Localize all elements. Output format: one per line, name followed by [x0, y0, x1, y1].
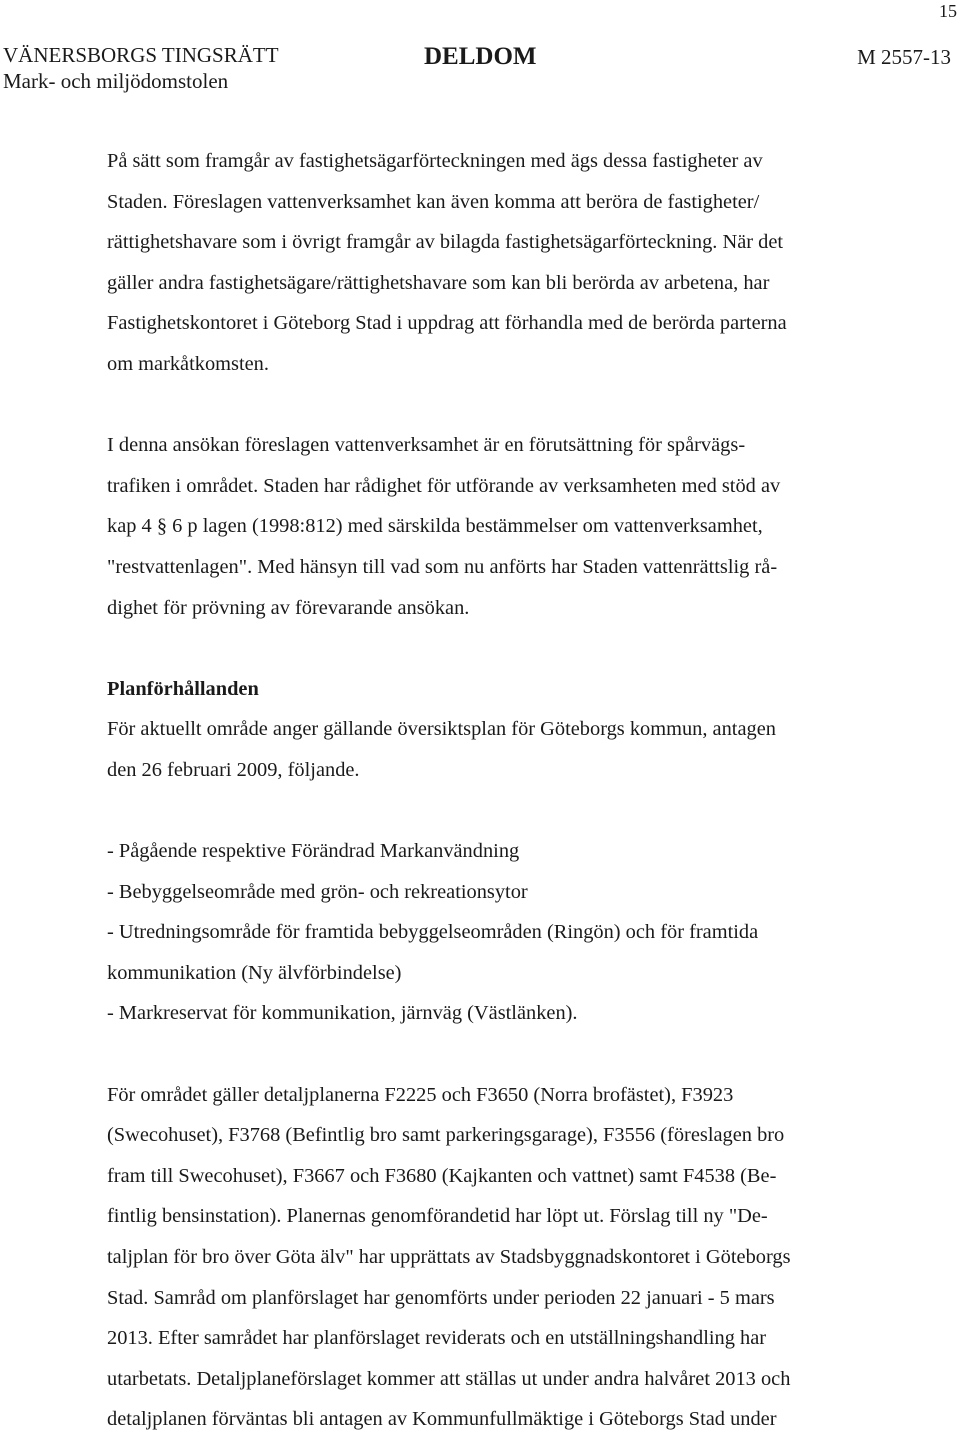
text-line: 2013. Efter samrådet har planförslaget reviderats och en utställningshandling har [107, 1327, 767, 1350]
document-body [107, 141, 907, 1440]
list-item: - Pågående respektive Förändrad Markanvändning [107, 840, 520, 863]
paragraph-ownership [107, 141, 907, 385]
text-line: detaljplanen förväntas bli antagen av Kommunfullmäktige i Göteborgs Stad under [107, 1408, 777, 1431]
text-line: Stad. Samråd om planförslaget har genomförts under perioden 22 januari - 5 mars [107, 1286, 775, 1309]
text-line: Fastighetskontoret i Göteborg Stad i uppdrag att förhandla med de berörda parterna [107, 312, 787, 335]
page-number: 15 [939, 1, 957, 21]
text-line: utarbetats. Detaljplaneförslaget kommer att ställas ut under andra halvåret 2013 och [107, 1367, 791, 1390]
case-number: M 2557-13 [857, 45, 951, 69]
list-item: - Utredningsområde för framtida bebyggelseområden (Ringön) och för framtida [107, 921, 759, 944]
court-division: Mark- och miljödomstolen [3, 69, 229, 93]
list-item: - Bebyggelseområde med grön- och rekreationsytor [107, 880, 528, 903]
text-line: "restvattenlagen". Med hänsyn till vad som nu anförts har Staden vattenrättslig rå- [107, 555, 778, 578]
court-header [3, 42, 279, 94]
text-line: dighet för prövning av förevarande ansökan. [107, 596, 470, 619]
text-line: Staden. Föreslagen vattenverksamhet kan även komma att beröra de fastigheter/ [107, 190, 760, 213]
section-heading: Planförhållanden [107, 677, 259, 700]
text-line: den 26 februari 2009, följande. [107, 758, 360, 781]
text-line: fintlig bensinstation). Planernas genomförandetid har löpt ut. Förslag till ny "De- [107, 1205, 768, 1228]
plan-list [107, 831, 907, 1034]
text-line: fram till Swecohuset), F3667 och F3680 (Kajkanten och vattnet) samt F4538 (Be- [107, 1164, 777, 1187]
text-line: taljplan för bro över Göta älv" har upprättats av Stadsbyggnadskontoret i Göteborgs [107, 1246, 791, 1269]
list-item: - Markreservat för kommunikation, järnväg (Västlänken). [107, 1002, 578, 1025]
text-line: rättighetshavare som i övrigt framgår av bilagda fastighetsägarförteckning. När det [107, 231, 784, 254]
text-line: För aktuellt område anger gällande översiktsplan för Göteborgs kommun, antagen [107, 718, 776, 741]
text-line: På sätt som framgår av fastighetsägarförteckningen med ägs dessa fastigheter av [107, 150, 763, 172]
document-title: DELDOM [424, 43, 537, 70]
text-line: om markåtkomsten. [107, 352, 269, 375]
text-line: kap 4 § 6 p lagen (1998:812) med särskilda bestämmelser om vattenverksamhet, [107, 515, 763, 538]
text-line: trafiken i området. Staden har rådighet för utförande av verksamheten med stöd av [107, 474, 781, 497]
text-line: gäller andra fastighetsägare/rättighetshavare som kan bli berörda av arbetena, har [107, 271, 770, 294]
text-line: I denna ansökan föreslagen vattenverksamhet är en förutsättning för spårvägs- [107, 434, 746, 457]
text-line: (Swecohuset), F3768 (Befintlig bro samt parkeringsgarage), F3556 (föreslagen bro [107, 1124, 785, 1147]
text-line: För området gäller detaljplanerna F2225 och F3650 (Norra brofästet), F3923 [107, 1083, 734, 1106]
list-item: kommunikation (Ny älvförbindelse) [107, 961, 402, 984]
paragraph-detail-plans [107, 1075, 907, 1440]
court-name: VÄNERSBORGS TINGSRÄTT [3, 43, 279, 67]
section-planning [107, 669, 907, 791]
paragraph-disposal-right [107, 425, 907, 628]
